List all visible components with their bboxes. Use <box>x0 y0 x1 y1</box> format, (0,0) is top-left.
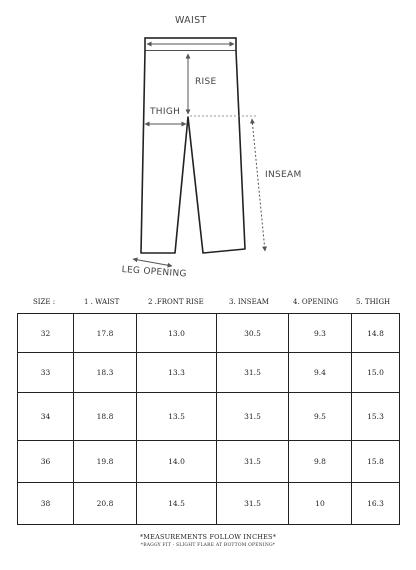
size-cell: 38 <box>18 483 74 525</box>
measurement-note: *MEASUREMENTS FOLLOW INCHES* <box>139 533 277 541</box>
thigh-cell: 15.8 <box>352 441 400 483</box>
header-size: SIZE : <box>33 298 56 306</box>
thigh-cell: 15.3 <box>352 393 400 441</box>
waist-cell: 20.8 <box>74 483 137 525</box>
opening-cell: 9.4 <box>289 353 352 393</box>
size-cell: 33 <box>18 353 74 393</box>
waist-cell: 17.8 <box>74 314 137 353</box>
waist-label: WAIST <box>175 15 207 26</box>
thigh-label: THIGH <box>150 107 181 117</box>
front-rise-cell: 14.5 <box>137 483 217 525</box>
front-rise-cell: 13.3 <box>137 353 217 393</box>
thigh-cell: 15.0 <box>352 353 400 393</box>
opening-cell: 10 <box>289 483 352 525</box>
waist-cell: 18.3 <box>74 353 137 393</box>
thigh-cell: 14.8 <box>352 314 400 353</box>
front-rise-cell: 14.0 <box>137 441 217 483</box>
table-row <box>18 353 400 393</box>
leg-opening-arrow <box>133 259 172 266</box>
header-thigh: 5. THIGH <box>356 298 391 306</box>
inseam-cell: 30.5 <box>217 314 289 353</box>
opening-cell: 9.5 <box>289 393 352 441</box>
header-opening: 4. OPENING <box>293 298 339 306</box>
pants-outline <box>141 51 245 253</box>
size-cell: 32 <box>18 314 74 353</box>
waist-cell: 19.8 <box>74 441 137 483</box>
opening-cell: 9.3 <box>289 314 352 353</box>
table-row <box>18 393 400 441</box>
inseam-cell: 31.5 <box>217 393 289 441</box>
size-cell: 34 <box>18 393 74 441</box>
inseam-label: INSEAM <box>265 170 302 180</box>
fit-note: *BAGGY FIT - SLIGHT FLARE AT BOTTOM OPENING* <box>140 543 276 548</box>
inseam-cell: 31.5 <box>217 441 289 483</box>
rise-label: RISE <box>195 77 217 87</box>
size-cell: 36 <box>18 441 74 483</box>
table-row <box>18 314 400 353</box>
table-row <box>18 441 400 483</box>
thigh-cell: 16.3 <box>352 483 400 525</box>
inseam-cell: 31.5 <box>217 483 289 525</box>
inseam-cell: 31.5 <box>217 353 289 393</box>
front-rise-cell: 13.5 <box>137 393 217 441</box>
header-front-rise: 2 .FRONT RISE <box>148 298 204 306</box>
header-waist: 1 . WAIST <box>84 298 120 306</box>
size-table <box>17 313 400 525</box>
leg-opening-label: LEG OPENING <box>121 265 187 280</box>
table-row <box>18 483 400 525</box>
inseam-arrow <box>252 119 265 251</box>
front-rise-cell: 13.0 <box>137 314 217 353</box>
opening-cell: 9.8 <box>289 441 352 483</box>
header-inseam: 3. INSEAM <box>229 298 269 306</box>
waist-cell: 18.8 <box>74 393 137 441</box>
